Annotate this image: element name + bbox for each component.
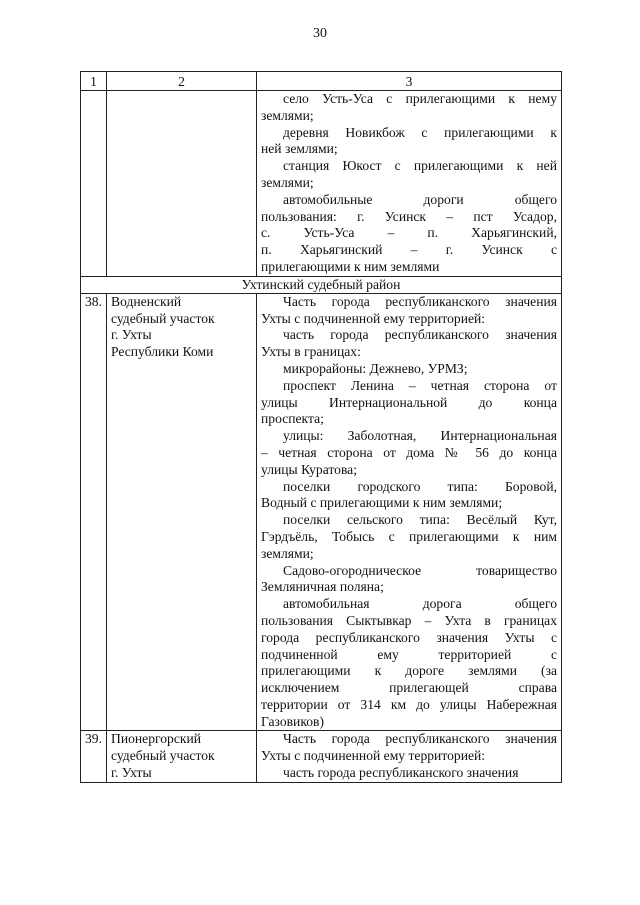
text-line: Часть города республиканского значения [283,293,557,309]
row-number: 38. [81,293,107,731]
text-line: землями; [261,545,314,561]
text-line: деревня Новикбож с прилегающими к [283,124,557,140]
text-line: Ухты с подчиненной ему территорией: [261,310,486,326]
text-line: часть города республиканского значения [283,765,519,781]
courts-table [80,71,562,783]
header-col-3: 3 [257,72,562,91]
text-line: прилегающими к ним землями [261,258,440,274]
district-title: Ухтинский судебный район [81,276,562,293]
name-line: г. Ухты [111,327,152,343]
name-line: Водненский [111,293,182,309]
cont-num-cell [81,91,107,277]
cont-description-cell [257,91,562,277]
text-line: станция Юкост с прилегающими к ней [283,158,557,174]
row-number: 39. [81,731,107,782]
text-line: поселки городского типа: Боровой, [283,478,557,494]
text-line: Ухты с подчиненной ему территорией: [261,748,486,764]
text-line: Земляничная поляна; [261,579,384,595]
text-line: улицы Интернациональной до конца [261,394,557,410]
text-line: подчиненной ему территорией с [261,646,557,662]
table-row-38 [81,293,562,731]
text-line: п. Харьягинский – г. Усинск с [261,242,557,258]
name-line: Пионергорский [111,731,202,747]
court-territory [257,293,562,731]
name-line: Республики Коми [111,344,214,360]
text-line: улицы Куратова; [261,461,357,477]
name-line: судебный участок [111,748,215,764]
text-line: города республиканского значения Ухты с [261,629,557,645]
text-line: территории от 314 км до улицы Набережная [261,696,557,712]
text-line: микрорайоны: Дежнево, УРМЗ; [283,360,468,376]
text-line: село Усть-Уса с прилегающими к нему [283,91,557,106]
text-line: автомобильная дорога общего [283,596,557,612]
text-line: Водный с прилегающими к ним землями; [261,495,503,511]
text-line: пользования: г. Усинск – пст Усадор, [261,208,557,224]
table-header-row [81,72,562,91]
header-col-2: 2 [107,72,257,91]
text-line: Ухты в границах: [261,344,361,360]
text-line: пользования Сыктывкар – Ухта в границах [261,612,557,628]
text-line: проспекта; [261,411,324,427]
page-number: 30 [313,26,327,41]
text-line: улицы: Заболотная, Интернациональная [283,428,557,444]
text-line: – четная сторона от дома № 56 до конца [261,444,557,460]
text-line: проспект Ленина – четная сторона от [283,377,557,393]
text-line: Гэрдъёль, Тобысь с прилегающими к ним [261,528,557,544]
text-line: часть города республиканского значения [283,327,557,343]
text-line: Часть города республиканского значения [283,731,557,747]
text-line: прилегающими к дороге землями (за [261,663,557,679]
name-line: г. Ухты [111,765,152,781]
header-col-1: 1 [81,72,107,91]
text-line: исключением прилегающей справа [261,680,557,696]
court-name [107,293,257,731]
court-name [107,731,257,782]
court-territory [257,731,562,782]
table-row-continuation [81,91,562,277]
text-line: Газовиков) [261,713,324,729]
text-line: поселки сельского типа: Весёлый Кут, [283,512,557,528]
text-line: с. Усть-Уса – п. Харьягинский, [261,225,557,241]
name-line: судебный участок [111,310,215,326]
text-line: Садово-огородническое товарищество [283,562,557,578]
text-line: землями; [261,174,314,190]
text-line: землями; [261,107,314,123]
table-row-39 [81,731,562,782]
district-row [81,276,562,293]
text-line: ней землями; [261,141,338,157]
cont-name-cell [107,91,257,277]
text-line: автомобильные дороги общего [283,191,557,207]
